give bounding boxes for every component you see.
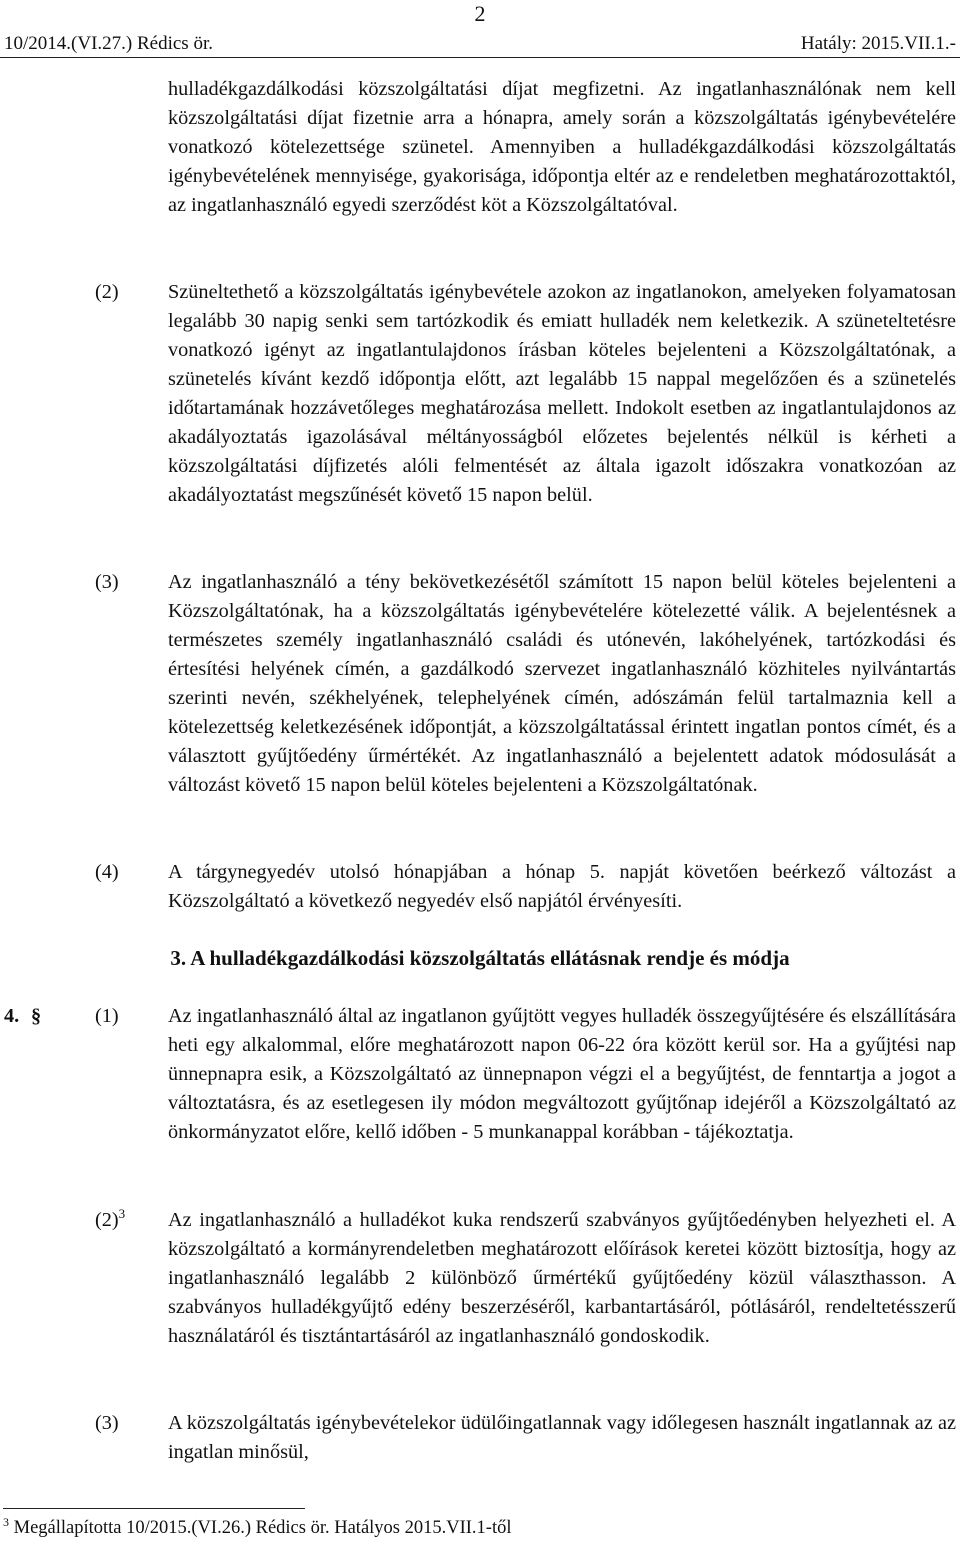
section-paragraph-2-number bbox=[95, 1206, 125, 1235]
footnote bbox=[3, 1516, 512, 1540]
section-paragraph-2-number-text: (2) bbox=[95, 1209, 119, 1231]
paragraph-3: Az ingatlanhasználó a tény bekövetkezésétől számított 15 napon belül köteles bejelenteni a Közszolgáltatónak, ha a közszolgáltatás igénybevételére kötelezetté válik. A bejelentésnek a természetes személy ingatlanhasználó családi és utónevén, lakóhelyének, tartózkodási és értesítési helyének címén, a gazdálkodó szervezet ingatlanhasználó közhiteles nyilvántartás szerinti nevén, székhelyének, telephelyének címén, adószámán felül tartalmaznia kell a kötelezettség keletkezésének időpontját, a közszolgáltatással érintett ingatlan pontos címét, és a választott gyűjtőedény űrmértékét. Az ingatlanhasználó a bejelentett adatok módosulását a változást követő 15 napon belül köteles bejelenteni a Közszolgáltatónak. bbox=[168, 571, 956, 796]
paragraph-4-number: (4) bbox=[95, 861, 119, 883]
section-paragraph-3-number: (3) bbox=[95, 1412, 119, 1434]
paragraph-1-continuation: hulladékgazdálkodási közszolgáltatási díjat megfizetni. Az ingatlanhasználónak nem kell közszolgáltatási díjat fizetnie arra a hónapra, amely során a közszolgáltatás igénybevételére vonatkozó kötelezettsége szünetel. Amennyiben a hulladékgazdálkodási közszolgáltatás igénybevételének mennyisége, gyakorisága, időpontja eltér az e rendeletben meghatározottaktól, az ingatlanhasználó egyedi szerződést köt a Közszolgáltatóval. bbox=[168, 78, 956, 216]
section-paragraph-1-number: (1) bbox=[95, 1005, 119, 1027]
section-paragraph-1: Az ingatlanhasználó által az ingatlanon gyűjtött vegyes hulladék összegyűjtésére és elszállítására heti egy alkalommal, előre meghatározott napon 06-22 óra között kerül sor. Ha a gyűjtési nap ünnepnapra esik, a Közszolgáltató az ünnepnapon végzi el a begyűjtést, de fenntartja a jogot a változtatásra, és az esetlegesen ily módon megváltozott gyűjtőnap idejéről a Közszolgáltató az önkormányzatot előre, kellő időben - 5 munkanappal korábban - tájékoztatja. bbox=[168, 1005, 956, 1143]
paragraph-4: A tárgynegyedév utolsó hónapjában a hónap 5. napját követően beérkező változást a Közszolgáltató a következő negyedév első napjától érvényesíti. bbox=[168, 861, 956, 912]
footnote-reference: 3 bbox=[118, 1206, 126, 1222]
paragraph-2-number: (2) bbox=[95, 281, 119, 303]
paragraph-2: Szüneltethető a közszolgáltatás igénybevétele azokon az ingatlanokon, amelyeken folyamatosan legalább 30 napig senki sem tartózkodik és emiatt hulladék nem keletkezik. A szüneteltetésre vonatkozó igényt az ingatlantulajdonos írásban köteles bejelenteni a Közszolgáltatónak, a szünetelés kívánt kezdő időpontja előtt, azt legalább 15 nappal megelőzően és a szünetelés időtartamának hozzávetőleges meghatározása mellett. Indokolt esetben az ingatlantulajdonos az akadályoztatás igazolásával méltányosságból előzetes bejelentés nélkül is kérheti a közszolgáltatási díjfizetés alóli felmentését az általa igazolt időszakra vonatkozóan az akadályoztatást megszűnését követő 15 napon belül. bbox=[168, 281, 956, 506]
section-heading: 3. A hulladékgazdálkodási közszolgáltatás ellátásnak rendje és módja bbox=[170, 946, 790, 970]
header-ordinance-ref: 10/2014.(VI.27.) Rédics ör. bbox=[4, 33, 213, 54]
paragraph-3-number: (3) bbox=[95, 571, 119, 593]
section-sign: § bbox=[31, 1005, 42, 1027]
page-number: 2 bbox=[474, 1, 486, 26]
header-effective-date: Hatály: 2015.VII.1.- bbox=[800, 33, 956, 54]
footnote-marker: 3 bbox=[3, 1514, 9, 1529]
footnote-text: Megállapította 10/2015.(VI.26.) Rédics ör. Hatályos 2015.VII.1-től bbox=[13, 1518, 512, 1538]
section-paragraph-2: Az ingatlanhasználó a hulladékot kuka rendszerű szabványos gyűjtőedényben helyezheti el. A közszolgáltató a kormányrendeletben meghatározott előírások keretei között biztosítja, hogy az ingatlanhasználó legalább 2 különböző űrmértékű gyűjtőedény közül választhasson. A szabványos hulladékgyűjtő edény beszerzéséről, karbantartásáról, pótlásáról, rendeltetésszerű használatáról és tisztántartásáról az ingatlanhasználó gondoskodik. bbox=[168, 1209, 956, 1347]
footnote-rule bbox=[3, 1508, 305, 1509]
section-number: 4. bbox=[4, 1005, 20, 1027]
header-rule bbox=[0, 57, 960, 58]
section-paragraph-3: A közszolgáltatás igénybevételekor üdülőingatlannak vagy időlegesen használt ingatlannak az az ingatlan minősül, bbox=[168, 1412, 956, 1463]
